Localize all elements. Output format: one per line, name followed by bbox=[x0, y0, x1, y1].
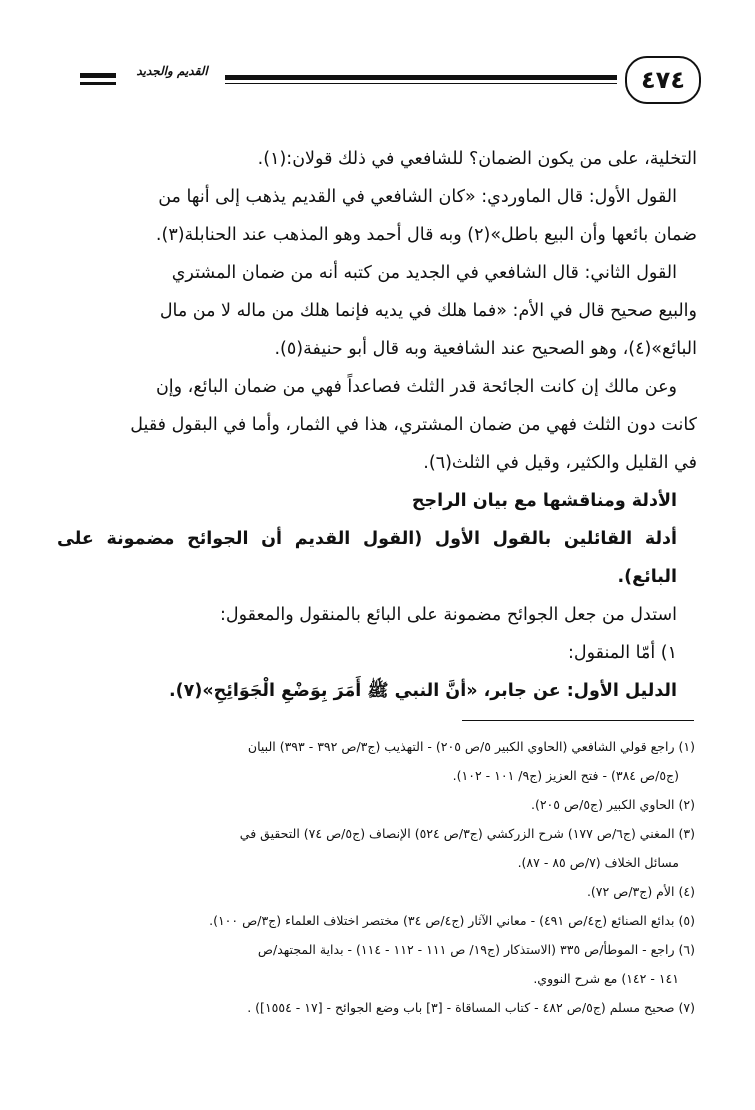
subsection-heading: أدلة القائلين بالقول الأول (القول القديم أن الجوائح مضمونة على البائع). bbox=[57, 529, 677, 587]
footnote-continuation: مسائل الخلاف (٧/ص ٨٥ - ٨٧). bbox=[517, 855, 679, 870]
text-line: ضمان بائعها وأن البيع باطل»(٢) وبه قال أحمد وهو المذهب عند الحنابلة(٣). bbox=[155, 225, 697, 245]
text-line: البائع»(٤)، وهو الصحيح عند الشافعية وبه قال أبو حنيفة(٥). bbox=[274, 339, 697, 359]
page-number-badge bbox=[625, 56, 701, 104]
footnote: (٦) راجع - الموطأ/ص ٣٣٥ (الاستذكار (ج١٩/ ص ١١١ - ١١٢ - ١١٤) - بداية المجتهد/ص bbox=[257, 942, 695, 957]
page-number: ٤٧٤ bbox=[641, 66, 685, 94]
header-ornament-left-thin bbox=[80, 82, 116, 85]
running-title: القديم والجديد bbox=[136, 64, 208, 78]
text-line: القول الثاني: قال الشافعي في الجديد من كتبه أنه من ضمان المشتري bbox=[171, 263, 677, 283]
footnote: (٣) المغني (ج٦/ص ١٧٧) شرح الزركشي (ج٣/ص ٥٢٤) الإنصاف (ج٥/ص ٧٤) التحقيق في bbox=[239, 826, 695, 841]
text-line: القول الأول: قال الماوردي: «كان الشافعي في القديم يذهب إلى أنها من bbox=[158, 187, 677, 207]
text-line: استدل من جعل الجوائح مضمونة على البائع بالمنقول والمعقول: bbox=[220, 605, 677, 625]
footnote: (٧) صحيح مسلم (ج٥/ص ٤٨٢ - كتاب المساقاة - [٣] باب وضع الجوائح - [١٧ - ١٥٥٤]) . bbox=[247, 1000, 695, 1015]
footnote-continuation: ١٤١ - ١٤٢) مع شرح النووي. bbox=[533, 971, 679, 986]
header-rule-thin bbox=[225, 83, 617, 84]
footnote-separator bbox=[462, 720, 694, 721]
footnotes bbox=[55, 732, 695, 1022]
text-line: في القليل والكثير، وقيل في الثلث(٦). bbox=[423, 453, 697, 473]
footnote: (٥) بدائع الصنائع (ج٤/ص ٤٩١) - معاني الآثار (ج٤/ص ٣٤) مختصر اختلاف العلماء (ج٣/ص ١٠٠). bbox=[209, 913, 695, 928]
section-heading: الأدلة ومناقشها مع بيان الراجح bbox=[411, 491, 677, 511]
page-header bbox=[60, 54, 695, 104]
footnote: (١) راجع قولي الشافعي (الحاوي الكبير ٥/ص ٢٠٥) - التهذيب (ج٣/ص ٣٩٢ - ٣٩٣) البيان bbox=[247, 739, 695, 754]
text-line: وعن مالك إن كانت الجائحة قدر الثلث فصاعداً فهي من ضمان البائع، وإن bbox=[155, 377, 677, 397]
header-ornament-left bbox=[80, 73, 116, 78]
main-text bbox=[57, 140, 697, 710]
list-item: ١) أمّا المنقول: bbox=[567, 643, 677, 663]
evidence-heading: الدليل الأول: عن جابر، «أنَّ النبي ﷺ أَمَرَ بِوَضْعِ الْجَوَائِحِ»(٧). bbox=[169, 681, 677, 701]
footnote: (٢) الحاوي الكبير (ج٥/ص ٢٠٥). bbox=[530, 797, 695, 812]
text-line: كانت دون الثلث فهي من ضمان المشتري، هذا في الثمار، وأما في البقول فقيل bbox=[130, 415, 697, 435]
text-line: التخلية، على من يكون الضمان؟ للشافعي في ذلك قولان:(١). bbox=[257, 149, 697, 169]
footnote-continuation: (ج٥/ص ٣٨٤) - فتح العزيز (ج٩/ ١٠١ - ١٠٢). bbox=[452, 768, 679, 783]
text-line: والبيع صحيح قال في الأم: «فما هلك في يديه فإنما هلك من ماله لا من مال bbox=[159, 301, 697, 321]
footnote: (٤) الأم (ج٣/ص ٧٢). bbox=[586, 884, 695, 899]
header-rule bbox=[225, 75, 617, 80]
